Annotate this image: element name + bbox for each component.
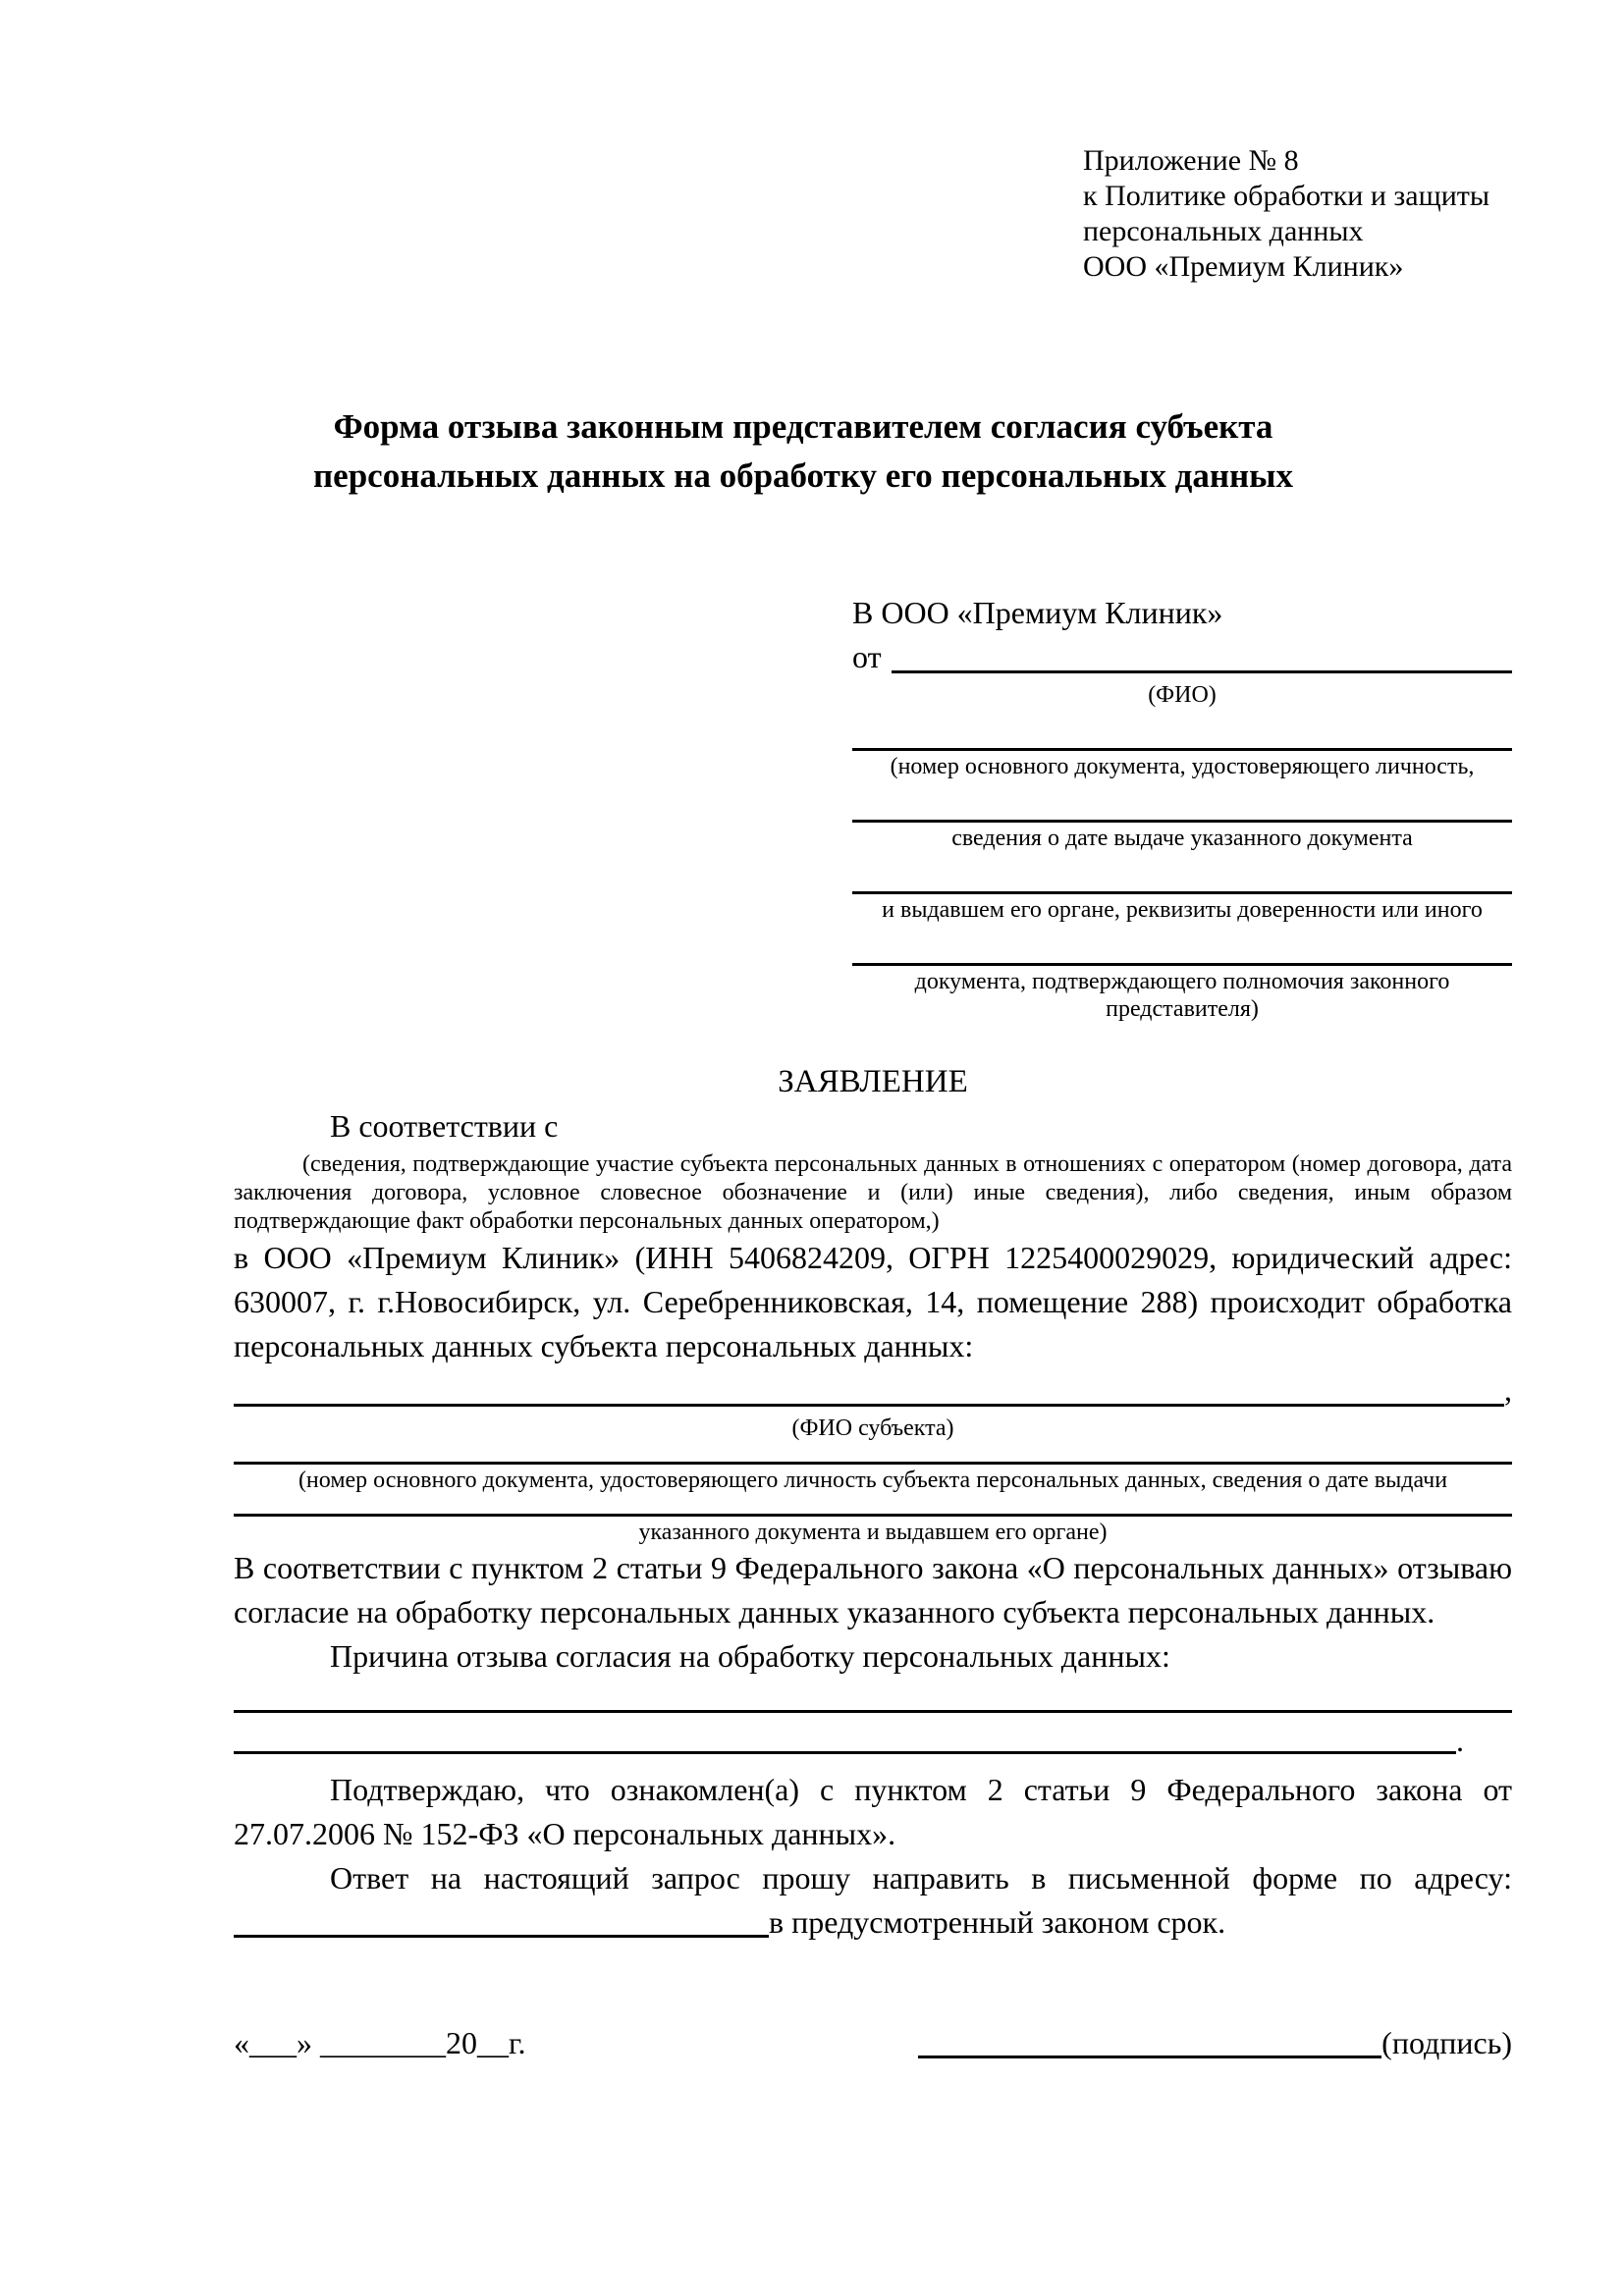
fill-line xyxy=(852,748,1512,751)
field-caption: сведения о дате выдаче указанного документа xyxy=(951,826,1413,851)
representative-field xyxy=(852,820,1512,852)
representative-field xyxy=(852,963,1512,1023)
field-caption: и выдавшем его органе, реквизиты доверенности или иного xyxy=(882,897,1483,923)
reason-prefix: Причина отзыва согласия на обработку персональных данных: xyxy=(330,1638,1170,1674)
response-request-line: Ответ на настоящий запрос прошу направить в письменной форме по адресу: xyxy=(330,1860,1512,1896)
fill-line xyxy=(234,1751,1456,1754)
field-caption: (номер основного документа, удостоверяющего личность субъекта персональных данных, сведения о дате выдачи xyxy=(298,1468,1448,1493)
signature-footer xyxy=(234,2021,1512,2065)
subject-document-field xyxy=(234,1462,1512,1494)
fill-line xyxy=(234,1404,1504,1407)
subject-document-field xyxy=(234,1514,1512,1546)
subject-fio-suffix: , xyxy=(1504,1372,1512,1408)
appendix-header-line: персональных данных xyxy=(1083,215,1364,247)
fill-line xyxy=(234,1462,1512,1465)
subject-fio-caption: (ФИО субъекта) xyxy=(791,1415,954,1441)
representative-field xyxy=(852,891,1512,924)
document-title: Форма отзыва законным представителем согласия субъекта персональных данных на обработку его персональных данных xyxy=(313,407,1293,495)
reason-fill-line xyxy=(234,1710,1512,1713)
reason-line xyxy=(234,1634,1512,1679)
field-caption: документа, подтверждающего полномочия законного представителя) xyxy=(914,969,1450,1022)
from-label: от xyxy=(852,639,882,674)
statement-heading: ЗАЯВЛЕНИЕ xyxy=(778,1064,968,1099)
fio-caption: (ФИО) xyxy=(1148,682,1217,708)
signature-caption: (подпись) xyxy=(1381,2025,1512,2060)
representative-field xyxy=(852,748,1512,780)
deadline-text: в предусмотренный законом срок. xyxy=(769,1904,1226,1940)
intro-prefix: В соответствии с xyxy=(330,1108,559,1144)
field-caption: указанного документа и выдавшем его органе) xyxy=(638,1520,1108,1545)
signature-line xyxy=(918,2056,1381,2058)
subject-fio-line xyxy=(234,1368,1512,1413)
blank-line-suffix: . xyxy=(1456,1723,1464,1758)
reason-fill-line-2 xyxy=(234,1721,1512,1760)
from-fill-line xyxy=(892,670,1512,673)
fill-line xyxy=(852,820,1512,823)
address-fill-line xyxy=(234,1935,769,1938)
field-caption: (номер основного документа, удостоверяющего личность, xyxy=(890,754,1475,779)
appendix-header-line: к Политике обработки и защиты xyxy=(1083,180,1490,212)
appendix-header-line: ООО «Премиум Клиник» xyxy=(1083,250,1404,283)
addressee-block xyxy=(852,591,1512,1023)
appendix-header xyxy=(1083,143,1512,285)
date-blank: «___» ________20__г. xyxy=(234,2025,526,2060)
response-deadline-line xyxy=(234,1900,1512,1945)
intro-note: (сведения, подтверждающие участие субъекта персональных данных в отношениях с оператором (номер договора, дата заключения договора, условное словесное обозначение и (или) иные сведения), либо сведения, иным образом подтверждающие факт обработки персональных данных оператором,) xyxy=(234,1151,1512,1234)
appendix-header-line: Приложение № 8 xyxy=(1083,144,1299,177)
withdrawal-paragraph: В соответствии с пунктом 2 статьи 9 Федерального закона «О персональных данных» отзываю согласие на обработку персональных данных указанного субъекта персональных данных. xyxy=(234,1550,1512,1629)
acknowledgement-paragraph: Подтверждаю, что ознакомлен(а) с пунктом 2 статьи 9 Федерального закона от 27.07.2006 № 152-ФЗ «О персональных данных». xyxy=(234,1772,1512,1851)
operator-paragraph: в ООО «Премиум Клиник» (ИНН 5406824209, ОГРН 1225400029029, юридический адрес: 630007, г. г.Новосибирск, ул. Серебренниковская, 14, помещение 288) происходит обработка персональных данных субъекта персональных данных: xyxy=(234,1240,1512,1363)
signature-area xyxy=(918,2021,1512,2065)
fill-line xyxy=(852,891,1512,894)
intro-line xyxy=(234,1104,1512,1148)
fill-line xyxy=(234,1514,1512,1517)
fill-line xyxy=(852,963,1512,966)
from-line xyxy=(852,635,1512,679)
document-content xyxy=(234,143,1512,2065)
addressee-to: В ООО «Премиум Клиник» xyxy=(852,595,1223,630)
